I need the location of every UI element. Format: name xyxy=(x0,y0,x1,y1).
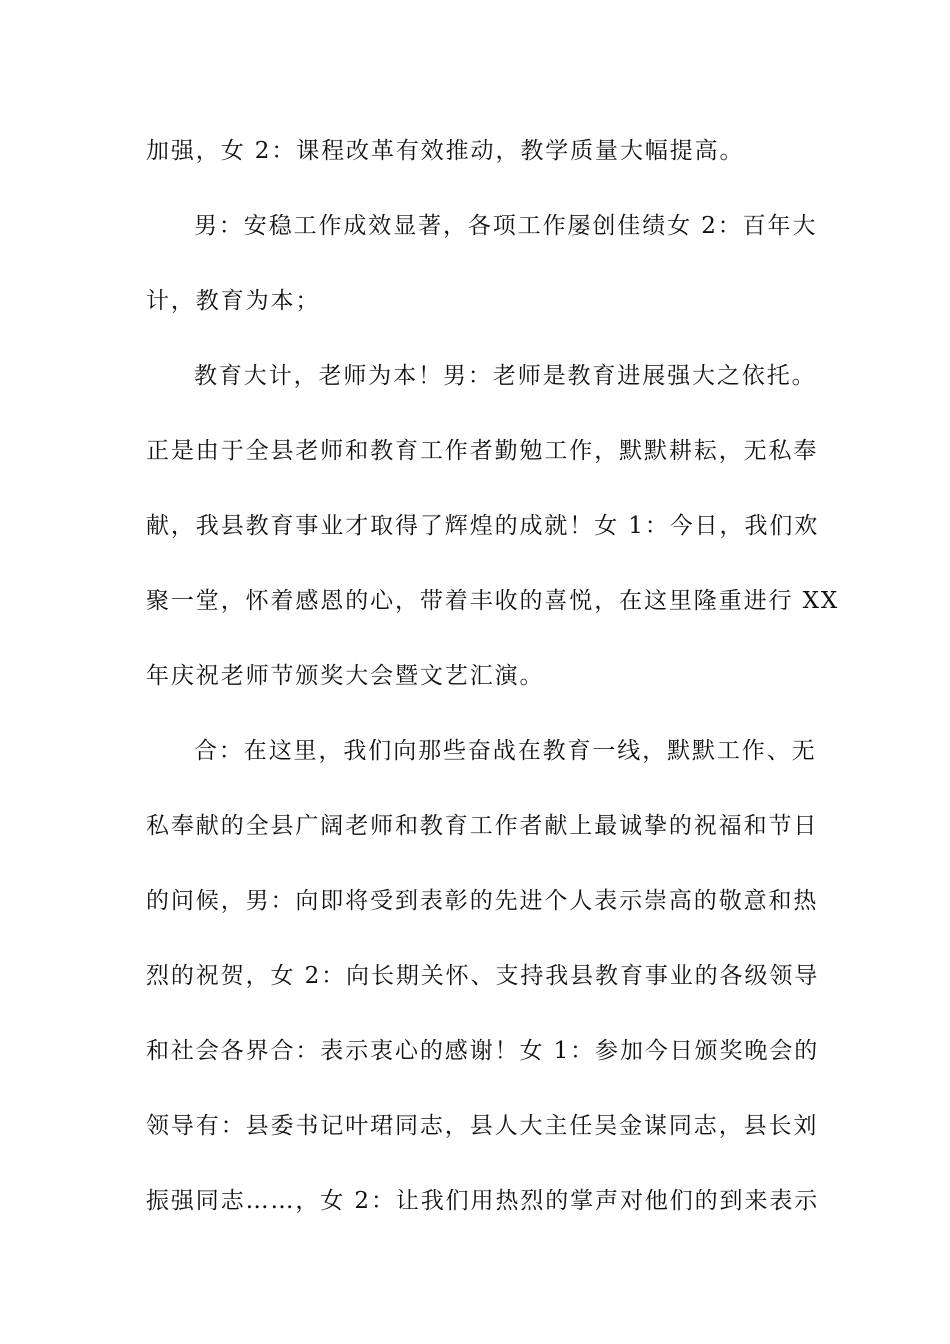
text-line: 教育大计，老师为本！男：老师是教育进展强大之依托。 xyxy=(194,363,817,389)
text-line: 的问候，男：向即将受到表彰的先进个人表示崇高的敬意和热 xyxy=(146,888,819,914)
text-line: 烈的祝贺，女 2：向长期关怀、支持我县教育事业的各级领导 xyxy=(146,963,820,989)
text-line: 献，我县教育事业才取得了辉煌的成就！女 1：今日，我们欢 xyxy=(146,513,820,539)
text-line: 振强同志……，女 2：让我们用热烈的掌声对他们的到来表示 xyxy=(146,1188,820,1214)
text-line: 正是由于全县老师和教育工作者勤勉工作，默默耕耘，无私奉 xyxy=(146,438,819,464)
text-line: 合：在这里，我们向那些奋战在教育一线，默默工作、无 xyxy=(194,738,817,764)
text-line: 和社会各界合：表示衷心的感谢！女 1：参加今日颁奖晚会的 xyxy=(146,1038,820,1064)
text-line: 计，教育为本； xyxy=(146,288,321,314)
text-line: 聚一堂，怀着感恩的心，带着丰收的喜悦，在这里隆重进行 XX xyxy=(146,588,840,614)
text-line: 男：安稳工作成效显著，各项工作屡创佳绩女 2：百年大 xyxy=(194,213,818,239)
text-line: 年庆祝老师节颁奖大会暨文艺汇演。 xyxy=(146,663,545,689)
text-line: 加强，女 2：课程改革有效推动，教学质量大幅提高。 xyxy=(146,138,745,164)
text-line: 领导有：县委书记叶珺同志，县人大主任吴金谋同志，县长刘 xyxy=(146,1113,819,1139)
text-line: 私奉献的全县广阔老师和教育工作者献上最诚挚的祝福和节日 xyxy=(146,813,819,839)
